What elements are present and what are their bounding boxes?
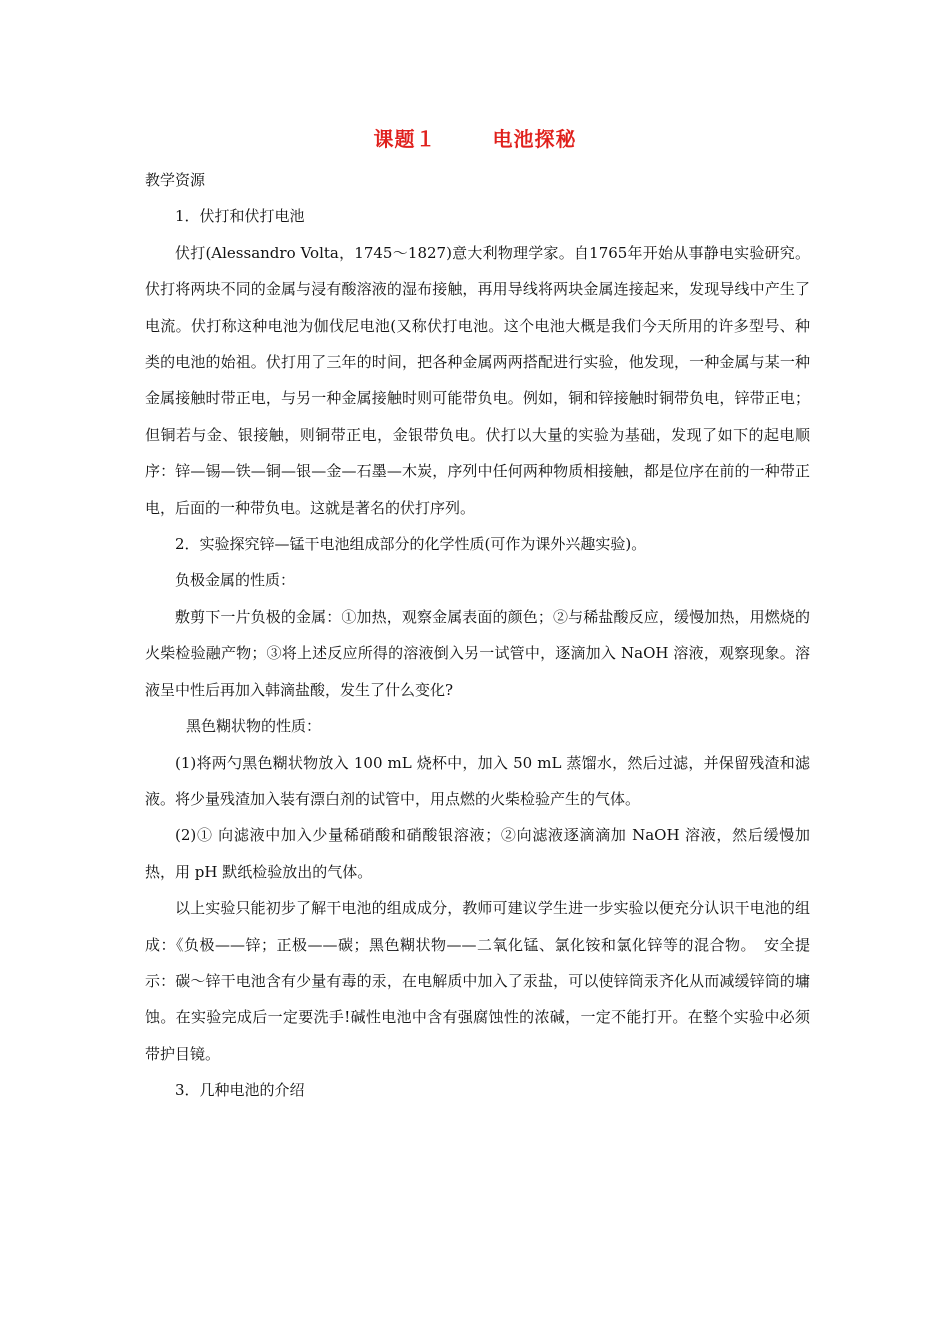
heading-experiment: 2．实验探究锌—锰干电池组成部分的化学性质(可作为课外兴趣实验)。 (175, 535, 647, 554)
title-topic: 电池探秘 (492, 127, 577, 151)
document-title (0, 123, 950, 152)
section-heading-resources: 教学资源 (145, 171, 206, 189)
document-body (145, 162, 810, 1109)
subheading-negative-metal: 负极金属的性质： (175, 571, 296, 590)
paragraph-summary-safety: 以上实验只能初步了解干电池的组成成分，教师可建议学生进一步实验以便充分认识干电池的组成：《负极——锌；正极——碳；黑色糊状物——二氧化锰、氯化铵和氯化锌等的混合物。 安全提示：碳～锌干电池含有少量有毒的汞，在电解质中加入了汞盐，可以使锌筒汞齐化从而减缓锌筒的墉蚀。在实验完成后一定要洗手!碱性电池中含有强腐蚀性的浓碱，一定不能打开。在整个实验中必须带护目镜。 (145, 899, 810, 1063)
paragraph-volta-history: 伏打(Alessandro Volta，1745～1827)意大利物理学家。自1765年开始从事静电实验研究。伏打将两块不同的金属与浸有酸溶液的湿布接触，再用导线将两块金属连接起来，发现导线中产生了电流。伏打称这种电池为伽伐尼电池(又称伏打电池。这个电池大概是我们今天所用的许多型号、种类的电池的始祖。伏打用了三年的时间，把各种金属两两搭配进行实验，他发现，一种金属与某一种金属接触时带正电，与另一种金属接触时则可能带负电。例如，铜和锌接触时铜带负电，锌带正电；但铜若与金、银接触，则铜带正电，金银带负电。伏打以大量的实验为基础，发现了如下的起电顺序：锌—锡—铁—铜—银—金—石墨—木炭，序列中任何两种物质相接触，都是位序在前的一种带正电，后面的一种带负电。这就是著名的伏打序列。 (145, 243, 810, 517)
paragraph-black-paste-step1: (1)将两勺黑色糊状物放入 100 mL 烧杯中，加入 50 mL 蒸馏水，然后过滤，并保留残渣和滤液。将少量残渣加入装有漂白剂的试管中，用点燃的火柴检验产生的气体。 (145, 753, 810, 808)
title-lesson-number: 课题１ (373, 127, 437, 151)
heading-battery-types: 3．几种电池的介绍 (175, 1081, 305, 1100)
heading-volta-battery: 1．伏打和伏打电池 (175, 207, 305, 226)
paragraph-negative-metal-steps: 敷剪下一片负极的金属：①加热，观察金属表面的颜色；②与稀盐酸反应，缓慢加热，用燃烧的火柴检验融产物；③将上述反应所得的溶液倒入另一试管中，逐滴加入 NaOH 溶液，观察现象。溶液呈中性后再加入韩滴盐酸，发生了什么变化? (145, 607, 810, 699)
paragraph-black-paste-step2: (2)① 向滤液中加入少量稀硝酸和硝酸银溶液；②向滤液逐滴滴加 NaOH 溶液，然后缓慢加热，用 pH 默纸检验放出的气体。 (145, 826, 810, 881)
subheading-black-paste: 黑色糊状物的性质： (186, 717, 322, 736)
